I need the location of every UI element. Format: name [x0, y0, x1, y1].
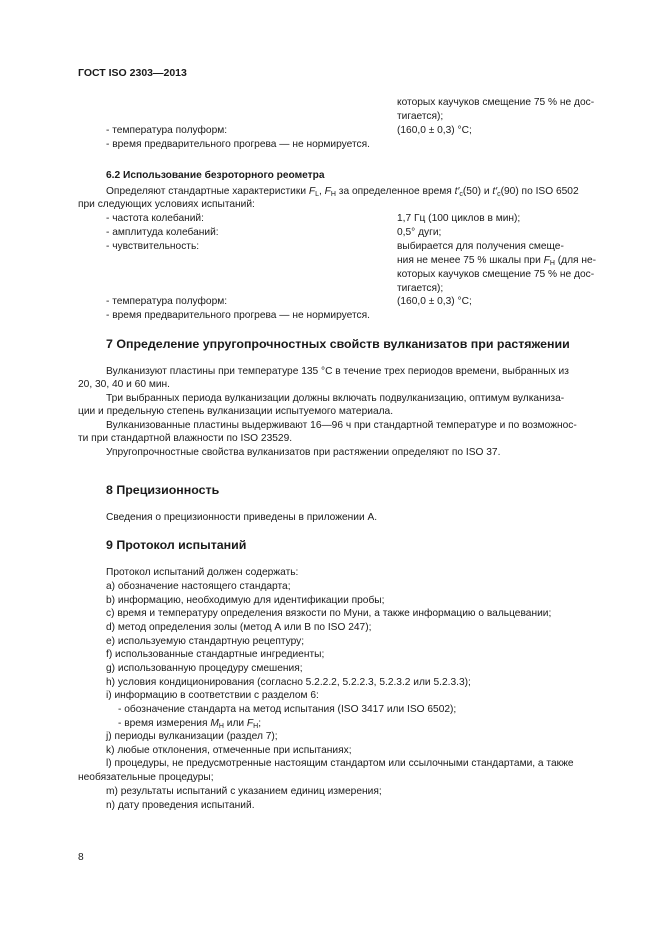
- continuation-line: тигается);: [397, 111, 444, 122]
- section-heading: 7 Определение упругопрочностных свойств вулканизатов при растяжении: [106, 337, 570, 351]
- subsection-heading: 6.2 Использование безроторного реометра: [106, 170, 325, 181]
- document-header: ГОСТ ISO 2303—2013: [78, 67, 187, 79]
- list-item: g) использованную процедуру смешения;: [106, 663, 303, 674]
- list-item: a) обозначение настоящего стандарта;: [106, 581, 291, 592]
- list-item: m) результаты испытаний с указанием единиц измерения;: [106, 786, 382, 797]
- paragraph-line: Сведения о прецизионности приведены в приложении А.: [106, 512, 378, 523]
- paragraph-line: Три выбранных периода вулканизации должны включать подвулканизацию, оптимум вулканиза-: [106, 393, 565, 404]
- paragraph-line: Вулканизуют пластины при температуре 135 °С в течение трех периодов времени, выбранных из: [106, 366, 569, 377]
- param-label: - чувствительность:: [106, 241, 200, 252]
- list-subitem: - время измерения $M_H$ или $F_H$;: [118, 718, 262, 730]
- paragraph-line: Определяют стандартные характеристики $F_L$, $F_H$ за определенное время $t'_c(50)$ и $t'_c(90)$ по ISO 6502: [106, 186, 579, 198]
- paragraph-line: при следующих условиях испытаний:: [78, 199, 255, 210]
- param-label: - температура полуформ:: [106, 296, 228, 307]
- paragraph-line: ти при стандартной влажности по ISO 23529.: [78, 433, 293, 444]
- list-item: b) информацию, необходимую для идентификации пробы;: [106, 595, 385, 606]
- list-item: e) используемую стандартную рецептуру;: [106, 636, 305, 647]
- list-item: c) время и температуру определения вязкости по Муни, а также информацию о вальцевании;: [106, 608, 552, 619]
- param-label: - частота колебаний:: [106, 213, 204, 224]
- list-subitem: - обозначение стандарта на метод испытания (ISO 3417 или ISO 6502);: [118, 704, 457, 715]
- param-value: (160,0 ± 0,3) °С;: [397, 125, 472, 136]
- paragraph-line: 20, 30, 40 и 60 мин.: [78, 379, 170, 390]
- list-item: f) использованные стандартные ингредиенты;: [106, 649, 325, 660]
- param-value: которых каучуков смещение 75 % не дос-: [397, 269, 595, 280]
- list-item: n) дату проведения испытаний.: [106, 800, 255, 811]
- param-value: 0,5° дуги;: [397, 227, 442, 238]
- list-item: i) информацию в соответствии с разделом 6:: [106, 690, 319, 701]
- list-item: j) периоды вулканизации (раздел 7);: [106, 731, 278, 742]
- param-value: выбирается для получения смеще-: [397, 241, 564, 252]
- page-number: 8: [78, 852, 84, 863]
- list-item: l) процедуры, не предусмотренные настоящим стандартом или ссылочными стандартами, а также: [106, 758, 574, 769]
- paragraph-line: Вулканизованные пластины выдерживают 16—96 ч при стандартной температуре и по возможнос-: [106, 420, 577, 431]
- list-item-continuation: необязательные процедуры;: [78, 772, 214, 783]
- paragraph-line: Протокол испытаний должен содержать:: [106, 567, 299, 578]
- param-label: - амплитуда колебаний:: [106, 227, 219, 238]
- list-item: d) метод определения золы (метод А или В по ISO 247);: [106, 622, 372, 633]
- param-value: ния не менее 75 % шкалы при $F_H$ (для не-: [397, 255, 597, 267]
- param-value: (160,0 ± 0,3) °С;: [397, 296, 472, 307]
- paragraph-line: ции и предельную степень вулканизации испытуемого материала.: [78, 406, 394, 417]
- param-label: - время предварительного прогрева — не нормируется.: [106, 310, 370, 321]
- section-heading: 8 Прецизионность: [106, 483, 220, 497]
- param-label: - температура полуформ:: [106, 125, 228, 136]
- list-item: k) любые отклонения, отмеченные при испытаниях;: [106, 745, 352, 756]
- section-heading: 9 Протокол испытаний: [106, 538, 247, 552]
- param-value: 1,7 Гц (100 циклов в мин);: [397, 213, 521, 224]
- continuation-line: которых каучуков смещение 75 % не дос-: [397, 97, 595, 108]
- paragraph-line: Упругопрочностные свойства вулканизатов при растяжении определяют по ISO 37.: [106, 447, 501, 458]
- param-value: тигается);: [397, 283, 444, 294]
- param-label: - время предварительного прогрева — не нормируется.: [106, 139, 370, 150]
- list-item: h) условия кондиционирования (согласно 5.2.2.2, 5.2.2.3, 5.2.3.2 или 5.2.3.3);: [106, 677, 471, 688]
